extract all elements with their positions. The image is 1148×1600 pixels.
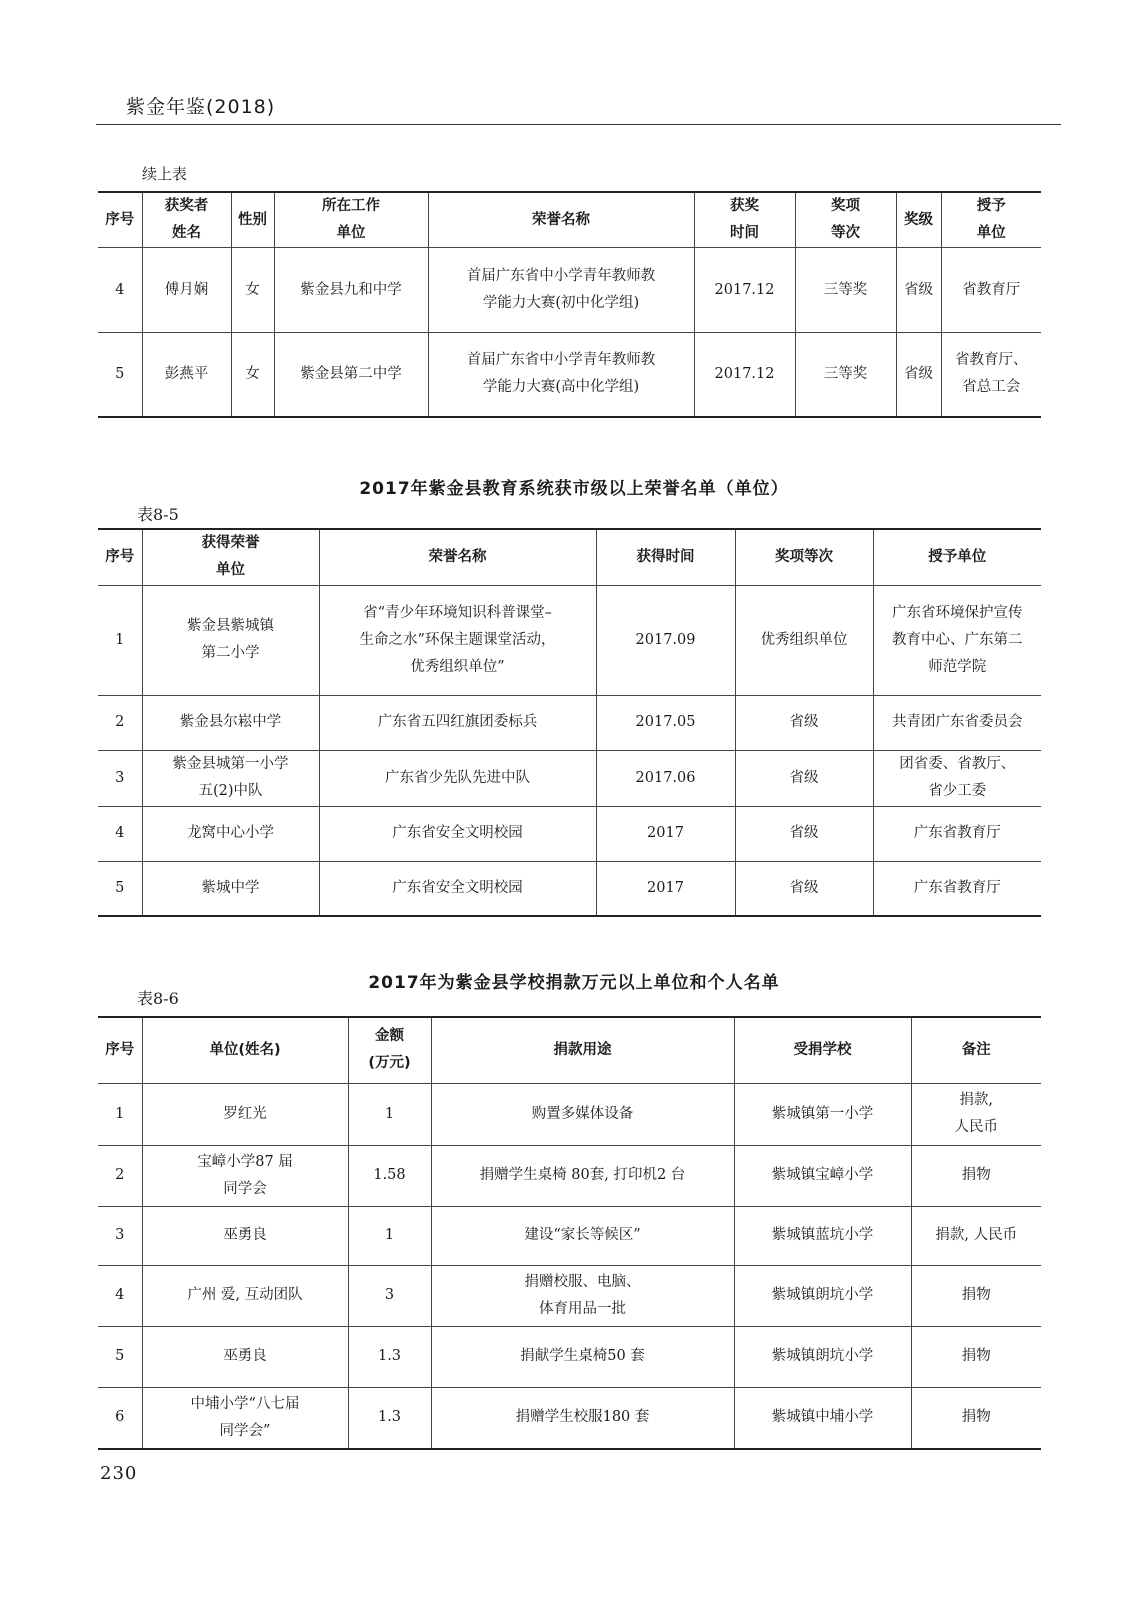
- table-row: [98, 248, 1041, 333]
- table-cell: 广东省五四红旗团委标兵: [319, 695, 596, 750]
- column-header: 授予单位: [873, 529, 1041, 585]
- continued-table-label: 续上表: [142, 165, 188, 183]
- table-cell: 广东省环境保护宣传 教育中心、广东第二 师范学院: [873, 585, 1041, 695]
- table-cell: 广东省教育厅: [873, 806, 1041, 861]
- table-row: [98, 806, 1041, 861]
- table-cell: 巫勇良: [142, 1206, 348, 1265]
- table-8-6-title: 2017年为紫金县学校捐款万元以上单位和个人名单: [368, 973, 780, 993]
- table-cell: 1: [348, 1206, 431, 1265]
- table-cell: 捐物: [911, 1265, 1041, 1326]
- table-cell: 共青团广东省委员会: [873, 695, 1041, 750]
- table-cell: 广州 爱, 互动团队: [142, 1265, 348, 1326]
- column-header: 所在工作 单位: [274, 192, 428, 248]
- table-cell: 捐物: [911, 1387, 1041, 1449]
- table-cell: 龙窝中心小学: [142, 806, 319, 861]
- table-cell: 3: [98, 1206, 142, 1265]
- table-cell: 省级: [735, 861, 873, 916]
- table-cell: 紫城镇朗坑小学: [734, 1265, 911, 1326]
- table-cell: 2017: [596, 806, 735, 861]
- running-head: 紫金年鉴(2018): [126, 96, 276, 118]
- table-cell: 捐赠校服、电脑、 体育用品一批: [431, 1265, 734, 1326]
- table-cell: 省级: [896, 248, 941, 333]
- table-cell: 省级: [735, 695, 873, 750]
- table-cell: 5: [98, 333, 142, 417]
- column-header: 获得荣誉 单位: [142, 529, 319, 585]
- table-cell: 1: [98, 1083, 142, 1145]
- table-cell: 紫金县尔崧中学: [142, 695, 319, 750]
- table-cell: 巫勇良: [142, 1326, 348, 1387]
- table-cell: 紫城中学: [142, 861, 319, 916]
- table-row: [98, 1326, 1041, 1387]
- table-cell: 傅月娴: [142, 248, 231, 333]
- table-cell: 捐献学生桌椅50 套: [431, 1326, 734, 1387]
- column-header: 性别: [231, 192, 274, 248]
- table-cell: 广东省少先队先进中队: [319, 750, 596, 806]
- table-cell: 2017.09: [596, 585, 735, 695]
- table-cell: 紫城镇蓝坑小学: [734, 1206, 911, 1265]
- table-row: [98, 695, 1041, 750]
- table-cell: 省“青少年环境知识科普课堂– 生命之水”环保主题课堂活动， 优秀组织单位”: [319, 585, 596, 695]
- table-cell: 3: [348, 1265, 431, 1326]
- table-cell: 紫金县九和中学: [274, 248, 428, 333]
- column-header: 获奖者 姓名: [142, 192, 231, 248]
- table-row: [98, 1206, 1041, 1265]
- table-cell: 3: [98, 750, 142, 806]
- column-header: 奖级: [896, 192, 941, 248]
- table-cell: 4: [98, 1265, 142, 1326]
- column-header: 金额 (万元): [348, 1017, 431, 1083]
- table-cell: 团省委、省教厅、 省少工委: [873, 750, 1041, 806]
- table-row: [98, 1387, 1041, 1449]
- table-cell: 中埔小学“八七届 同学会”: [142, 1387, 348, 1449]
- table-cell: 捐赠学生桌椅 80套, 打印机2 台: [431, 1145, 734, 1206]
- column-header: 备注: [911, 1017, 1041, 1083]
- table-cell: 4: [98, 806, 142, 861]
- continued-awards-table: [98, 191, 1041, 418]
- table-cell: 首届广东省中小学青年教师教 学能力大赛(初中化学组): [428, 248, 694, 333]
- table-cell: 紫城镇朗坑小学: [734, 1326, 911, 1387]
- table-cell: 广东省教育厅: [873, 861, 1041, 916]
- header-rule: [96, 124, 1061, 125]
- page-number: 230: [100, 1463, 138, 1484]
- column-header: 序号: [98, 192, 142, 248]
- table-row: [98, 1265, 1041, 1326]
- table-row: [98, 1083, 1041, 1145]
- table-cell: 省教育厅、 省总工会: [941, 333, 1041, 417]
- table-cell: 紫城镇宝嶂小学: [734, 1145, 911, 1206]
- table-cell: 建设“家长等候区”: [431, 1206, 734, 1265]
- column-header: 奖项等次: [735, 529, 873, 585]
- table-cell: 1.3: [348, 1387, 431, 1449]
- column-header: 奖项 等次: [795, 192, 896, 248]
- table-cell: 紫金县紫城镇 第二小学: [142, 585, 319, 695]
- column-header: 捐款用途: [431, 1017, 734, 1083]
- table-8-5-title: 2017年紫金县教育系统获市级以上荣誉名单（单位）: [359, 479, 789, 499]
- column-header: 获得时间: [596, 529, 735, 585]
- table-cell: 购置多媒体设备: [431, 1083, 734, 1145]
- table-cell: 2: [98, 695, 142, 750]
- table-cell: 紫城镇第一小学: [734, 1083, 911, 1145]
- table-cell: 首届广东省中小学青年教师教 学能力大赛(高中化学组): [428, 333, 694, 417]
- table-cell: 紫金县第二中学: [274, 333, 428, 417]
- table-cell: 捐物: [911, 1145, 1041, 1206]
- table-row: [98, 861, 1041, 916]
- table-cell: 捐款, 人民币: [911, 1206, 1041, 1265]
- table-cell: 广东省安全文明校园: [319, 806, 596, 861]
- unit-honors-table: [98, 528, 1041, 917]
- table-cell: 2017.05: [596, 695, 735, 750]
- table-cell: 2: [98, 1145, 142, 1206]
- table-cell: 优秀组织单位: [735, 585, 873, 695]
- table-cell: 罗红光: [142, 1083, 348, 1145]
- table-cell: 4: [98, 248, 142, 333]
- column-header: 单位(姓名): [142, 1017, 348, 1083]
- table-cell: 彭燕平: [142, 333, 231, 417]
- table-cell: 1.58: [348, 1145, 431, 1206]
- table-row: [98, 1145, 1041, 1206]
- column-header: 获奖 时间: [694, 192, 795, 248]
- table-cell: 三等奖: [795, 333, 896, 417]
- table-cell: 1.3: [348, 1326, 431, 1387]
- table-8-5-number: 表8-5: [137, 505, 179, 524]
- table-row: [98, 750, 1041, 806]
- table-cell: 2017: [596, 861, 735, 916]
- table-cell: 5: [98, 1326, 142, 1387]
- table-cell: 2017.12: [694, 333, 795, 417]
- donations-table: [98, 1016, 1041, 1450]
- table-cell: 省级: [735, 806, 873, 861]
- table-cell: 5: [98, 861, 142, 916]
- table-cell: 捐款, 人民币: [911, 1083, 1041, 1145]
- table-cell: 6: [98, 1387, 142, 1449]
- table-cell: 2017.12: [694, 248, 795, 333]
- column-header: 序号: [98, 1017, 142, 1083]
- table-row: [98, 333, 1041, 417]
- table-cell: 宝嶂小学87 届 同学会: [142, 1145, 348, 1206]
- table-cell: 紫城镇中埔小学: [734, 1387, 911, 1449]
- table-row: [98, 585, 1041, 695]
- column-header: 荣誉名称: [428, 192, 694, 248]
- table-cell: 三等奖: [795, 248, 896, 333]
- table-cell: 女: [231, 248, 274, 333]
- table-cell: 1: [348, 1083, 431, 1145]
- table-cell: 省级: [735, 750, 873, 806]
- column-header: 受捐学校: [734, 1017, 911, 1083]
- table-cell: 省级: [896, 333, 941, 417]
- column-header: 授予 单位: [941, 192, 1041, 248]
- table-8-6-number: 表8-6: [137, 989, 179, 1008]
- table-cell: 捐赠学生校服180 套: [431, 1387, 734, 1449]
- table-cell: 捐物: [911, 1326, 1041, 1387]
- table-cell: 1: [98, 585, 142, 695]
- table-cell: 女: [231, 333, 274, 417]
- column-header: 荣誉名称: [319, 529, 596, 585]
- table-cell: 2017.06: [596, 750, 735, 806]
- column-header: 序号: [98, 529, 142, 585]
- table-cell: 紫金县城第一小学 五(2)中队: [142, 750, 319, 806]
- table-cell: 广东省安全文明校园: [319, 861, 596, 916]
- table-cell: 省教育厅: [941, 248, 1041, 333]
